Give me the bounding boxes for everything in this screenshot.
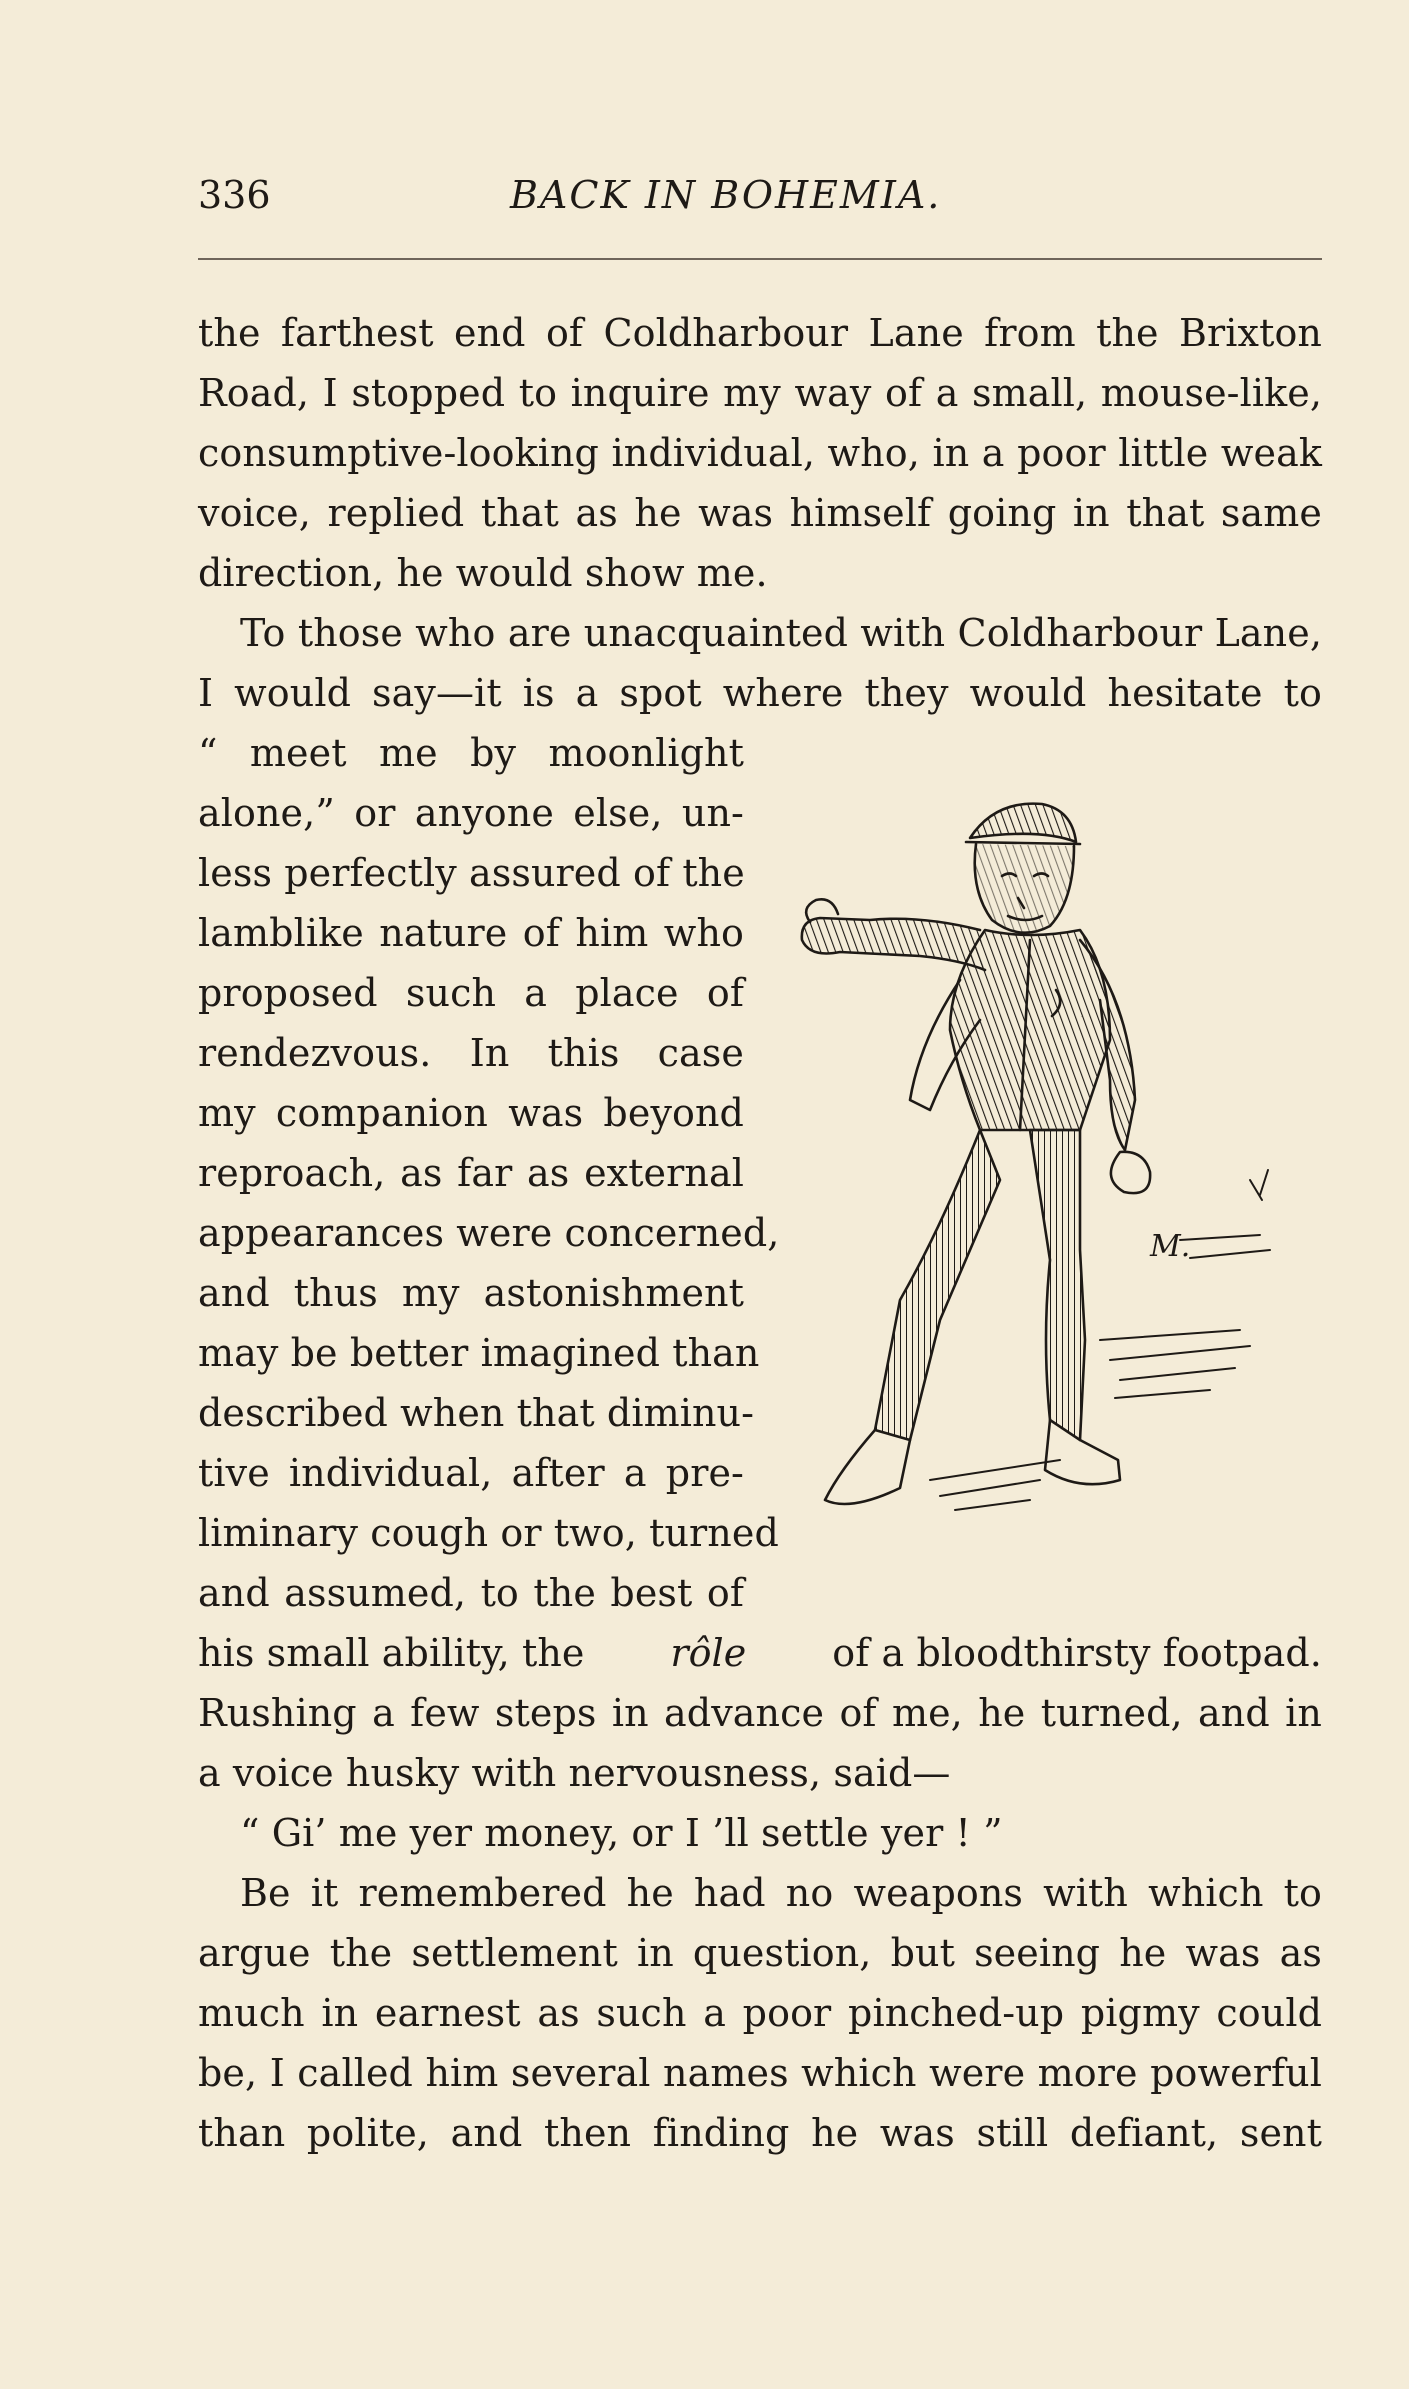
- text-line: Rushing a few steps in advance of me, he turned, and in: [198, 1691, 1322, 1735]
- text-line: and assumed, to the best of: [198, 1571, 744, 1615]
- illustrator-initials: M.: [1150, 1229, 1191, 1264]
- italic-word: rôle: [670, 1631, 747, 1675]
- text-line: Be it remembered he had no weapons with which to: [240, 1871, 1322, 1915]
- text-segment: of a bloodthirsty footpad.: [820, 1631, 1322, 1675]
- text-line: and thus my astonishment: [198, 1271, 744, 1315]
- text-line: lamblike nature of him who: [198, 911, 744, 955]
- text-line: appearances were concerned,: [198, 1211, 780, 1255]
- text-line: To those who are unacquainted with Coldharbour Lane,: [240, 611, 1322, 655]
- text-line: argue the settlement in question, but seeing he was as: [198, 1931, 1322, 1975]
- text-line: my companion was beyond: [198, 1091, 744, 1135]
- header-rule: [198, 258, 1322, 260]
- text-segment: his small ability, the: [198, 1631, 597, 1675]
- text-line: I would say—it is a spot where they would hesitate to: [198, 671, 1322, 715]
- text-line: than polite, and then finding he was still defiant, sent: [198, 2111, 1322, 2155]
- text-line: a voice husky with nervousness, said—: [198, 1751, 951, 1795]
- running-title: BACK IN BOHEMIA.: [510, 173, 942, 217]
- text-line: voice, replied that as he was himself going in that same: [198, 491, 1322, 535]
- text-line: proposed such a place of: [198, 971, 744, 1015]
- footpad-illustration: [780, 780, 1310, 1610]
- text-line: be, I called him several names which were more powerful: [198, 2051, 1322, 2095]
- text-line: “ Gi’ me yer money, or I ’ll settle yer ! ”: [240, 1811, 1003, 1855]
- text-line: much in earnest as such a poor pinched-up pigmy could: [198, 1991, 1322, 2035]
- text-line: tive individual, after a pre-: [198, 1451, 744, 1495]
- text-line: liminary cough or two, turned: [198, 1511, 779, 1555]
- text-line: the farthest end of Coldharbour Lane from the Brixton: [198, 311, 1322, 355]
- text-line: reproach, as far as external: [198, 1151, 744, 1195]
- text-line: less perfectly assured of the: [198, 851, 745, 895]
- text-line: alone,” or anyone else, un-: [198, 791, 744, 835]
- text-line: consumptive-looking individual, who, in a poor little weak: [198, 431, 1322, 475]
- text-line: [198, 1623, 1322, 1683]
- text-line: may be better imagined than: [198, 1331, 760, 1375]
- text-line: direction, he would show me.: [198, 551, 768, 595]
- text-line: rendezvous. In this case: [198, 1031, 744, 1075]
- text-line: Road, I stopped to inquire my way of a small, mouse-like,: [198, 371, 1322, 415]
- text-line: “ meet me by moonlight: [198, 731, 744, 775]
- page-number: 336: [198, 173, 271, 217]
- text-line: described when that diminu-: [198, 1391, 755, 1435]
